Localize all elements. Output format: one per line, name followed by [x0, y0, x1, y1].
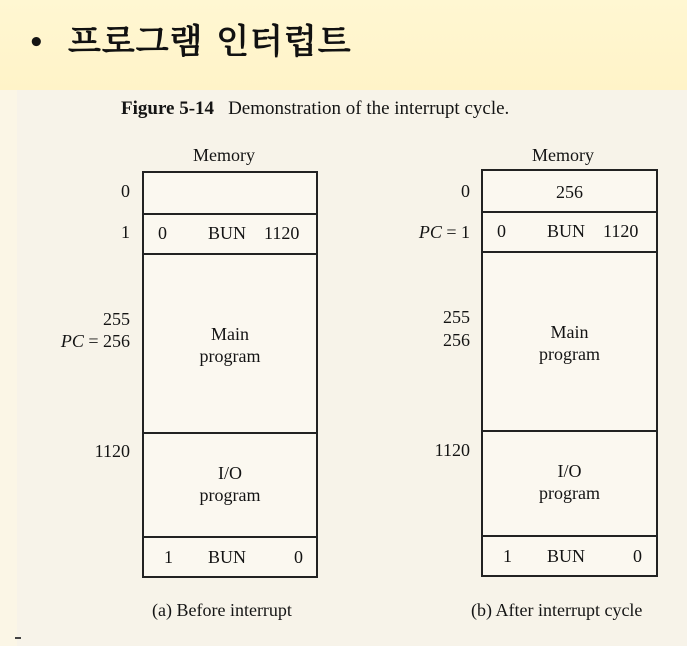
cell0-value-after: 256	[556, 182, 583, 202]
caption-before: (a) Before interrupt	[152, 600, 292, 620]
main-program-block-before	[144, 255, 316, 434]
last-cell-address-before: 0	[294, 547, 303, 567]
memory-cell-0-before	[144, 173, 316, 215]
main-program-line1-after: Main	[550, 322, 589, 342]
address-1-before: 1	[121, 222, 130, 242]
last-cell-address-after: 0	[633, 546, 642, 566]
last-cell-instruction-after: BUN	[547, 546, 586, 566]
address-0-before: 0	[121, 181, 130, 201]
pc-prefix-before: PC	[60, 331, 84, 351]
cell1-instruction-after: BUN	[547, 221, 586, 241]
bullet-icon: •	[28, 28, 45, 58]
memory-diagram-after	[481, 169, 658, 577]
memory-label-before: Memory	[193, 145, 255, 165]
corner-mark	[15, 637, 21, 639]
address-1120-after: 1120	[434, 440, 470, 460]
cell1-opcode-before: 0	[158, 223, 167, 243]
last-cell-opcode-before: 1	[164, 547, 173, 567]
cell1-opcode-after: 0	[497, 221, 506, 241]
io-program-line1-before: I/O	[218, 463, 242, 483]
last-cell-instruction-before: BUN	[208, 547, 247, 567]
memory-diagram-before	[142, 171, 318, 578]
memory-label-after: Memory	[532, 145, 594, 165]
pc-1-label-after	[390, 222, 470, 243]
pc-value-after: = 1	[441, 222, 470, 242]
cell1-instruction-before: BUN	[208, 223, 247, 243]
io-program-block-after	[483, 432, 656, 537]
memory-cell-last-before	[144, 538, 316, 578]
cell1-address-after: 1120	[603, 221, 639, 241]
memory-cell-1-after	[483, 213, 656, 253]
pc-256-label-before	[30, 331, 130, 352]
caption-after: (b) After interrupt cycle	[471, 600, 643, 620]
address-0-after: 0	[461, 181, 470, 201]
slide-header	[0, 0, 687, 90]
figure-title: Demonstration of the interrupt cycle.	[228, 98, 510, 119]
address-1120-before: 1120	[94, 441, 130, 461]
address-255-before: 255	[103, 309, 130, 329]
address-255-after: 255	[443, 307, 470, 327]
pc-value-before: = 256	[83, 331, 130, 351]
memory-cell-0-after	[483, 171, 656, 213]
io-program-line2-after: program	[539, 483, 600, 503]
io-program-line1-after: I/O	[557, 461, 582, 481]
io-program-block-before	[144, 434, 316, 538]
main-program-line2-before: program	[199, 346, 261, 366]
figure-number: Figure 5-14	[121, 98, 215, 119]
memory-cell-last-after	[483, 537, 656, 577]
last-cell-opcode-after: 1	[503, 546, 512, 566]
io-program-line2-before: program	[199, 485, 261, 505]
main-program-block-after	[483, 253, 656, 432]
cell1-address-before: 1120	[264, 223, 300, 243]
slide-title: 프로그램 인터럽트	[68, 22, 352, 62]
main-program-line2-after: program	[539, 344, 600, 364]
figure-caption	[121, 98, 509, 120]
memory-cell-1-before	[144, 215, 316, 255]
main-program-line1-before: Main	[211, 324, 249, 344]
address-256-after: 256	[443, 330, 470, 350]
pc-prefix-after: PC	[418, 222, 442, 242]
